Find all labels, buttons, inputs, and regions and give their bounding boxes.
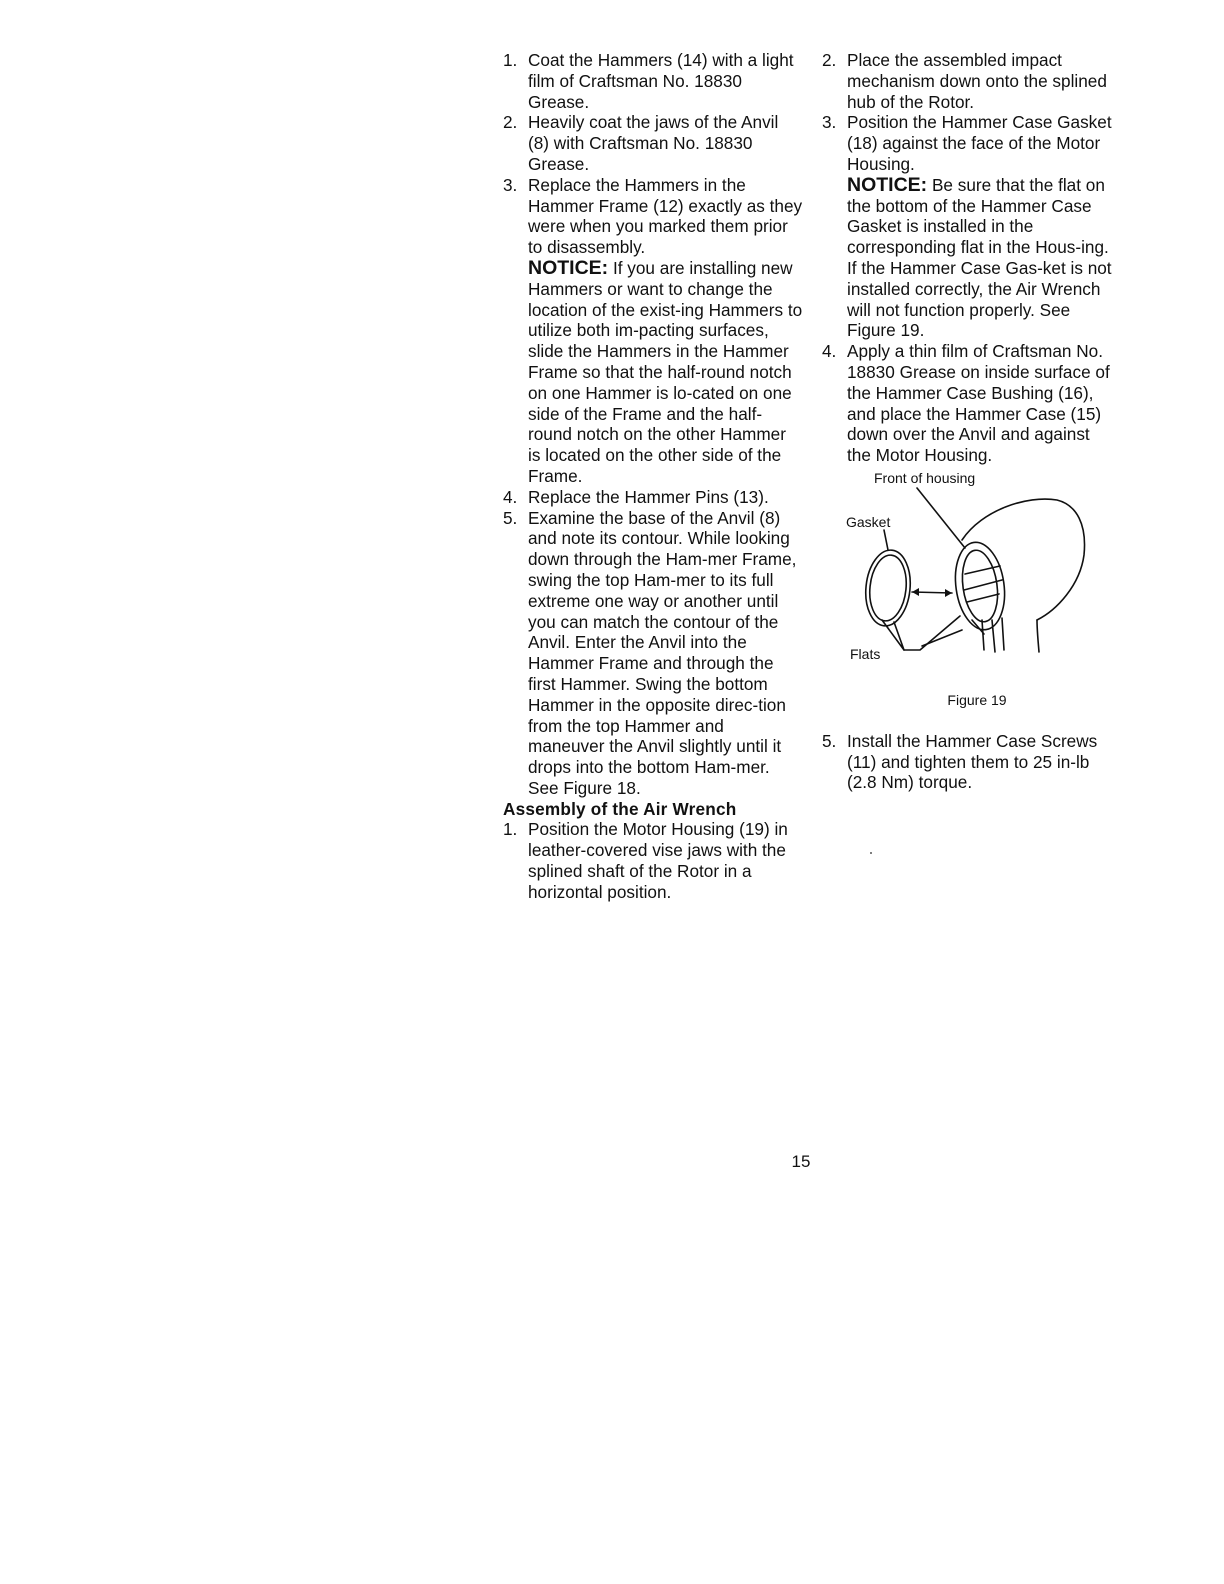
step-number: 2. — [822, 50, 837, 70]
notice-label: NOTICE: — [847, 173, 928, 196]
assembly-steps-continued — [822, 50, 1112, 466]
list-item — [503, 50, 803, 112]
scan-speck — [870, 852, 872, 854]
list-item — [503, 819, 803, 902]
step-text: Replace the Hammers in the Hammer Frame (12) exactly as they were when you marked them prior to disassembly. — [528, 174, 803, 258]
step-text: Examine the base of the Anvil (8) and note its contour. While looking down through the Ham-mer Frame, swing the top Ham-mer to its full extreme one way or another until you can match the contour of the Anvil. Enter the Anvil into the Hammer Frame and through the first Hammer. Swing the bottom Hammer in the opposite direc-tion from the top Hammer and maneuver the Anvil slightly until it drops into the bottom Ham-mer. See Figure 18. — [528, 507, 797, 798]
label-gasket: Gasket — [846, 513, 891, 530]
list-item — [822, 112, 1112, 341]
housing-leg-right — [1037, 620, 1039, 652]
step-text: Position the Hammer Case Gasket (18) against the face of the Motor Housing. — [847, 112, 1112, 174]
step-text: Replace the Hammer Pins (13). — [528, 486, 769, 507]
figure-caption: Figure 19 — [947, 691, 1007, 708]
list-item — [822, 50, 1112, 112]
front-leader-line — [917, 488, 965, 548]
assembly-steps-final — [822, 731, 1112, 793]
step-number: 1. — [503, 819, 518, 840]
left-column — [503, 50, 803, 903]
step-text: Install the Hammer Case Screws (11) and tighten them to 25 in-lb (2.8 Nm) torque. — [847, 730, 1098, 793]
step-text: Place the assembled impact mechanism down onto the splined hub of the Rotor. — [847, 50, 1107, 112]
step-text: Heavily coat the jaws of the Anvil (8) with Craftsman No. 18830 Grease. — [528, 112, 779, 174]
step-number: 1. — [503, 50, 518, 70]
list-item — [822, 731, 1112, 793]
step-text: Coat the Hammers (14) with a light film of Craftsman No. 18830 Grease. — [528, 50, 794, 112]
list-item — [822, 341, 1112, 466]
step-number: 5. — [822, 730, 837, 751]
housing-base-line — [922, 630, 962, 646]
list-item — [503, 175, 803, 487]
step-text: Position the Motor Housing (19) in leather-covered vise jaws with the splined shaft of the Rotor in a horizontal position. — [528, 819, 788, 902]
housing-vane-low — [967, 594, 999, 602]
housing-legs — [982, 618, 1004, 652]
page-number: 15 — [791, 1152, 811, 1171]
step-number: 3. — [503, 174, 518, 195]
figure-19 — [822, 470, 1112, 690]
step-number: 5. — [503, 507, 518, 528]
housing-outline — [962, 499, 1085, 620]
hammer-steps-list — [503, 50, 803, 799]
right-column — [822, 50, 1112, 793]
list-item — [503, 487, 803, 508]
step-text: Apply a thin film of Craftsman No. 18830 Grease on inside surface of the Hammer Case Bushing (16), and place the Hammer Case (15) down over the Anvil and against the Motor Housing. — [847, 341, 1110, 466]
arrow-head-right-icon — [945, 589, 952, 597]
arrow-head-left-icon — [912, 588, 919, 596]
section-heading-assembly: Assembly of the Air Wrench — [503, 798, 737, 819]
assembly-steps-list — [503, 819, 803, 902]
step-number: 3. — [822, 112, 837, 133]
list-item — [503, 112, 803, 174]
gasket-leader-line — [884, 530, 888, 550]
step-number: 4. — [822, 341, 837, 362]
notice-text: Be sure that the flat on the bottom of the Hammer Case Gasket is installed in the corresponding flat in the Hous-ing. If the Hammer Case Gas-ket is not installed correctly, the Air Wrench will not function properly. See Figure 19. — [847, 174, 1112, 341]
list-item — [503, 508, 803, 799]
label-flats: Flats — [850, 645, 881, 662]
step-number: 4. — [503, 486, 518, 507]
label-front-of-housing: Front of housing — [874, 469, 976, 486]
notice-label: NOTICE: — [528, 256, 609, 279]
flats-leader-housing — [904, 616, 960, 650]
notice-text: If you are installing new Hammers or want to change the location of the exist-ing Hammers to utilize both im-pacting surfaces, slide the Hammers in the Hammer Frame so that the half-round notch on one Hammer is lo-cated on one side of the Frame and the half-round notch on the other Hammer is located on the other side of the Frame. — [528, 257, 803, 486]
step-number: 2. — [503, 112, 518, 133]
